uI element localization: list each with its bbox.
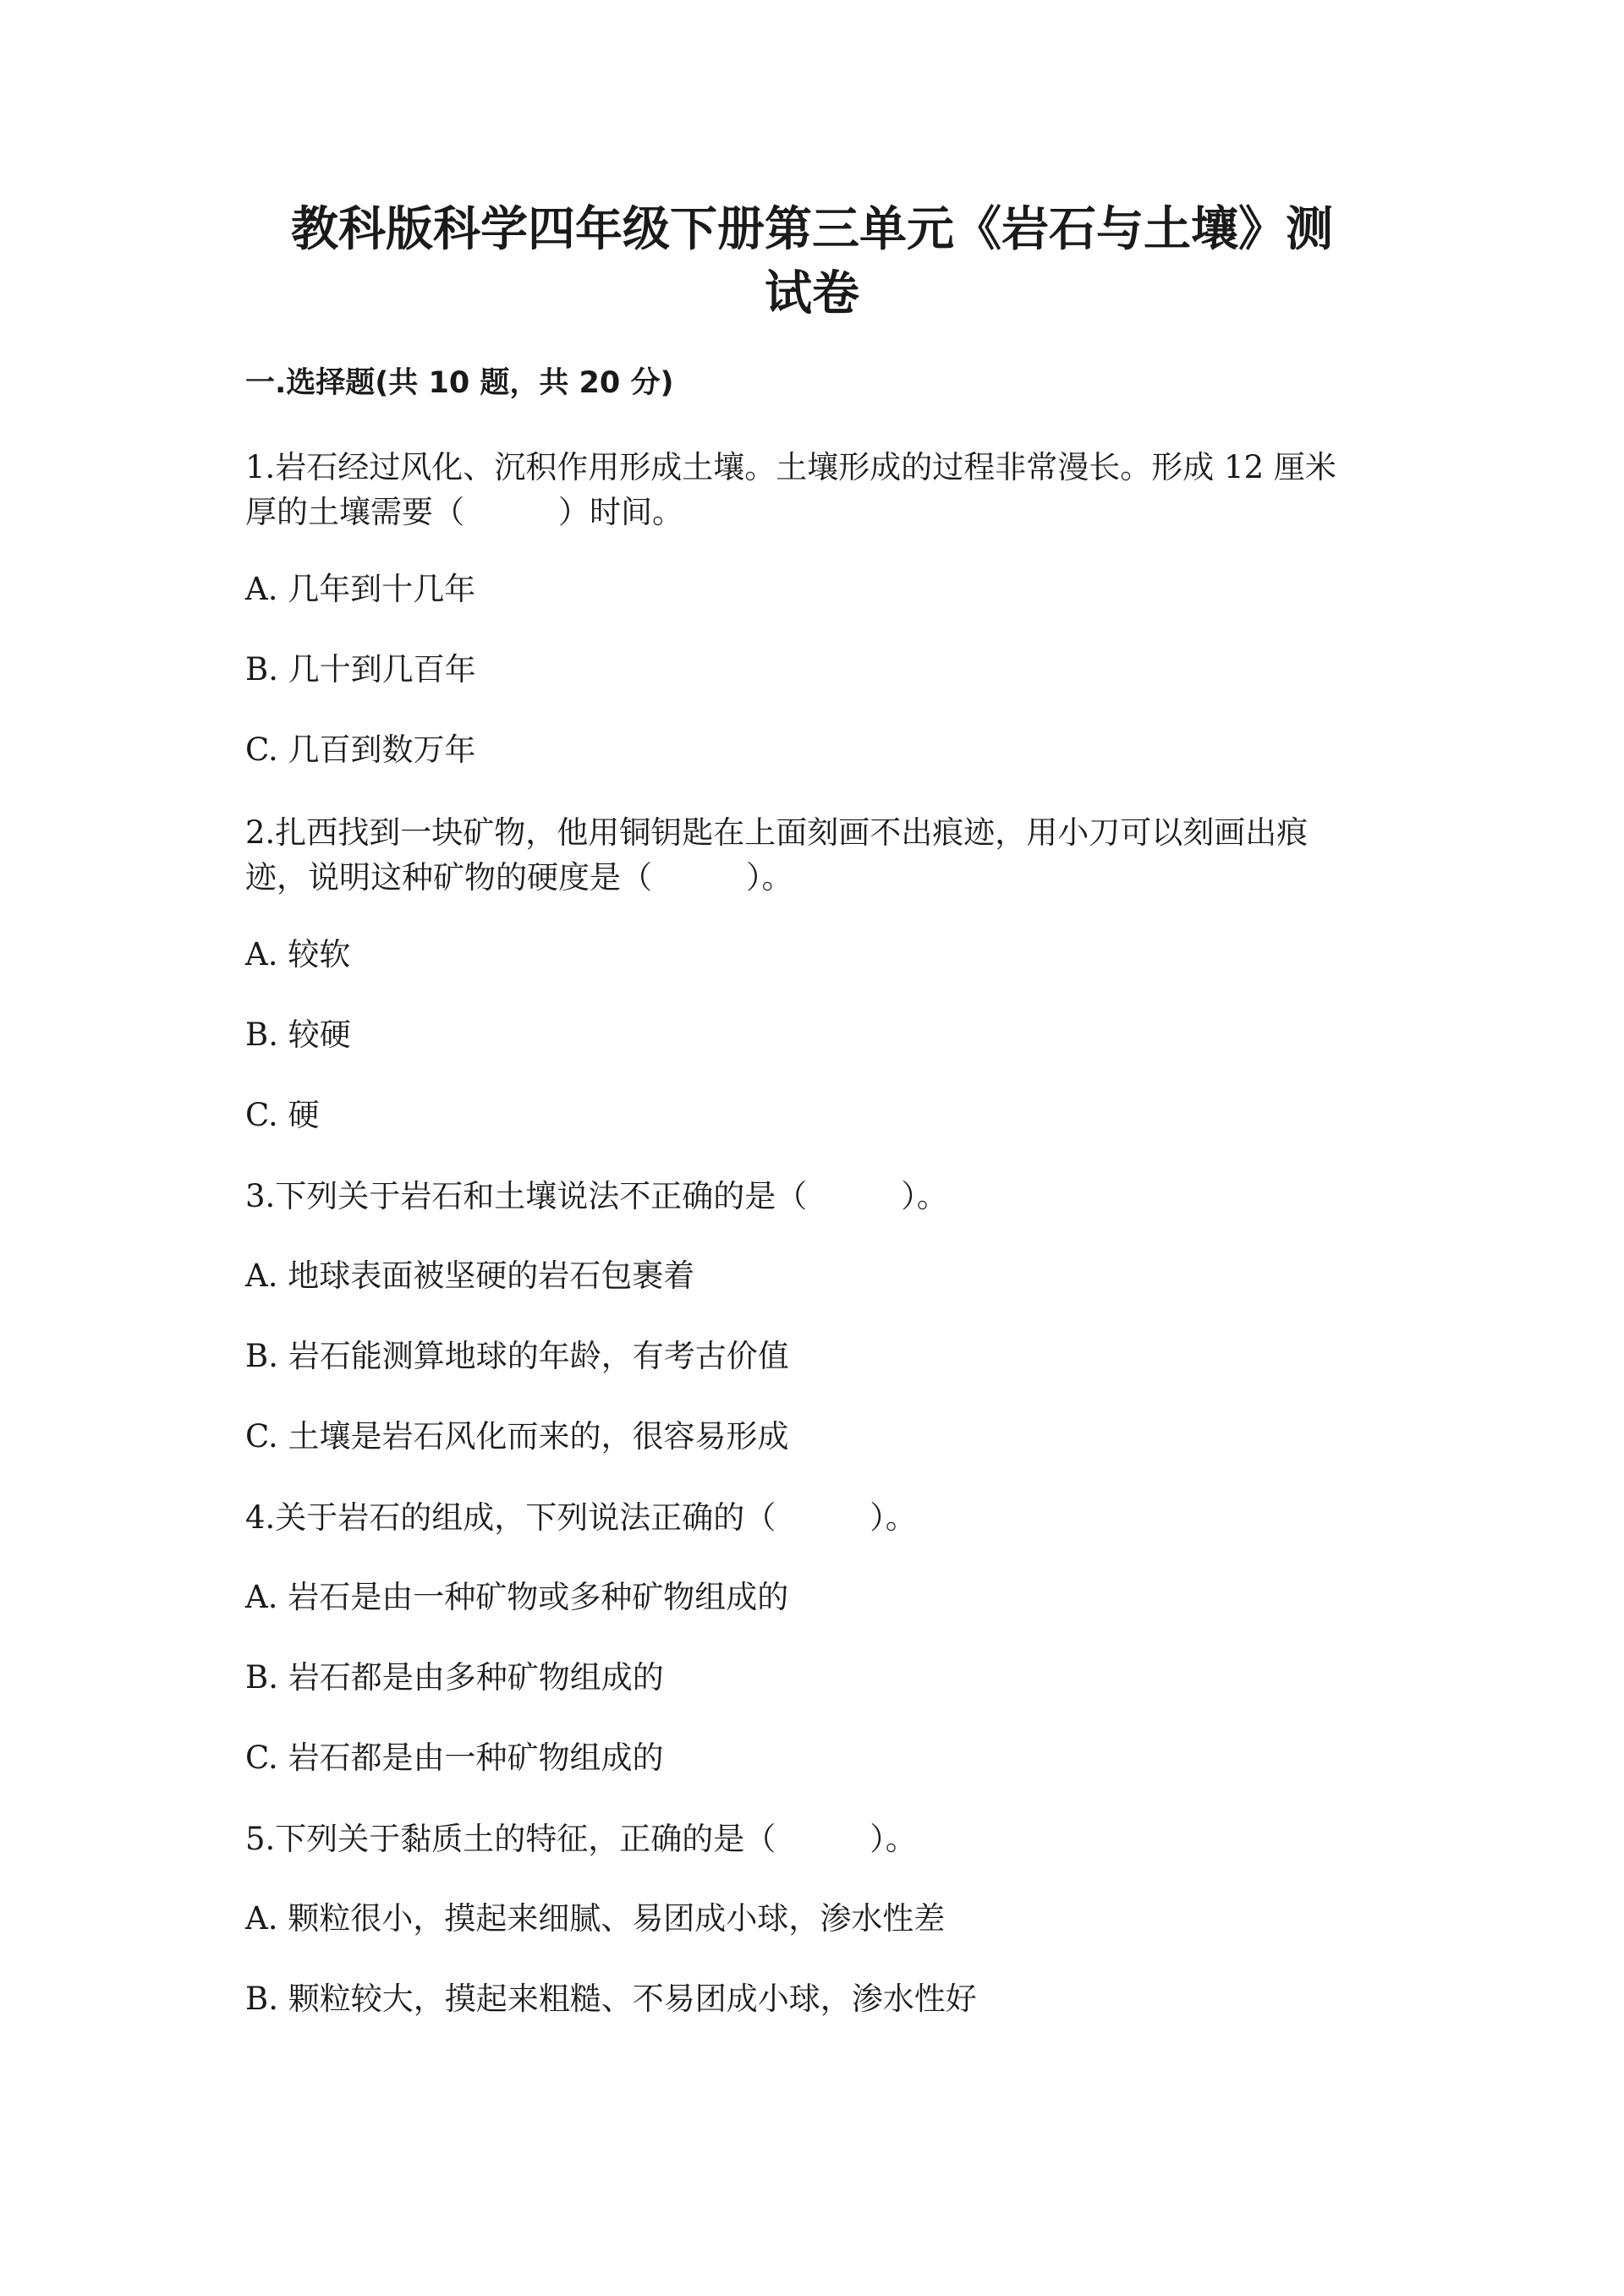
question-3-option-c: C. 土壤是岩石风化而来的，很容易形成 [245,1418,789,1455]
question-1-option-b: B. 几十到几百年 [245,651,476,688]
question-2-stem-continued: 迹，说明这种矿物的硬度是（ ）。 [245,859,793,896]
question-2-option-a: A. 较软 [245,936,351,973]
question-4-option-a: A. 岩石是由一种矿物或多种矿物组成的 [245,1579,789,1615]
question-3-option-a: A. 地球表面被坚硬的岩石包裹着 [245,1258,695,1294]
question-2-option-b: B. 较硬 [245,1016,351,1053]
question-1-option-c: C. 几百到数万年 [245,732,476,768]
question-1-stem-continued: 厚的土壤需要（ ）时间。 [245,494,683,530]
section-heading: 一.选择题(共 10 题，共 20 分) [245,366,674,400]
question-4-option-b: B. 岩石都是由多种矿物组成的 [245,1659,664,1696]
page-title: 教科版科学四年级下册第三单元《岩石与土壤》测 [291,202,1333,257]
question-1-stem: 1.岩石经过风化、沉积作用形成土壤。土壤形成的过程非常漫长。形成 12 厘米 [245,449,1336,485]
question-5-stem: 5.下列关于黏质土的特征，正确的是（ ）。 [245,1821,917,1857]
question-3-option-b: B. 岩石能测算地球的年龄，有考古价值 [245,1338,789,1374]
page-title-continued: 试卷 [765,266,859,321]
question-2-stem: 2.扎西找到一块矿物，他用铜钥匙在上面刻画不出痕迹，用小刀可以刻画出痕 [245,814,1309,851]
question-4-stem: 4.关于岩石的组成，下列说法正确的（ ）。 [245,1499,917,1536]
question-5-option-a: A. 颗粒很小，摸起来细腻、易团成小球，渗水性差 [245,1900,946,1937]
question-2-option-c: C. 硬 [245,1097,320,1133]
question-3-stem: 3.下列关于岩石和土壤说法不正确的是（ ）。 [245,1178,948,1214]
question-4-option-c: C. 岩石都是由一种矿物组成的 [245,1740,664,1776]
question-1-option-a: A. 几年到十几年 [245,571,476,607]
question-5-option-b: B. 颗粒较大，摸起来粗糙、不易团成小球，渗水性好 [245,1981,977,2017]
